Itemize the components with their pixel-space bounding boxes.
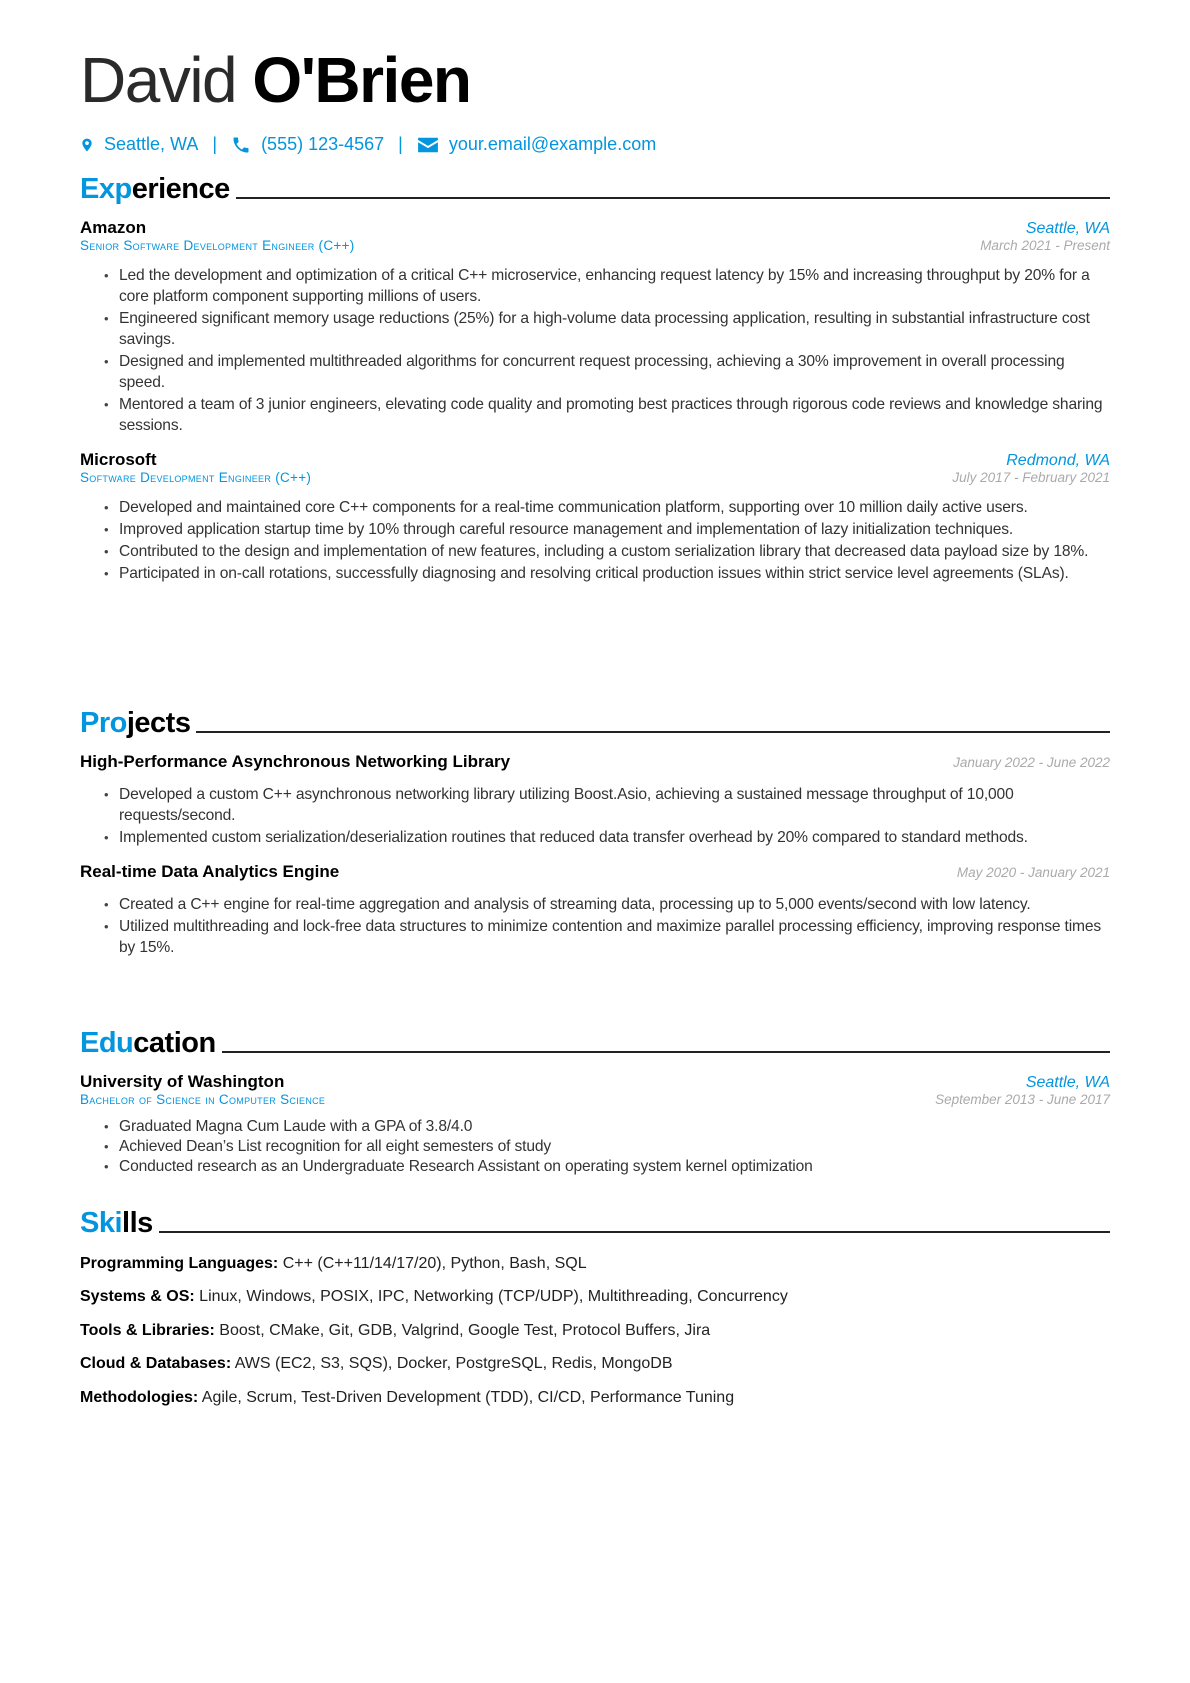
email-link[interactable]: your.email@example.com	[448, 134, 657, 154]
skill-label: Systems & OS:	[80, 1288, 195, 1305]
location-text: Seattle, WA	[104, 134, 199, 154]
skill-value: AWS (EC2, S3, SQS), Docker, PostgreSQL, Redis, MongoDB	[234, 1355, 673, 1372]
section-divider	[159, 1231, 1110, 1233]
skill-row	[80, 1354, 1110, 1374]
list-item: • Designed and implemented multithreaded algorithms for concurrent request processing, achieving a 30% improvement in overall processing speed.	[104, 351, 1110, 393]
list-item: • Utilized multithreading and lock-free data structures to minimize contention and maximize parallel processing efficiency, improving response times by 15%.	[104, 916, 1110, 958]
projects-section	[80, 704, 1110, 959]
skill-value: Boost, CMake, Git, GDB, Valgrind, Google Test, Protocol Buffers, Jira	[219, 1321, 711, 1339]
section-title: Skills	[80, 1207, 153, 1239]
skill-label: Methodologies:	[80, 1388, 199, 1406]
project-entry	[80, 862, 1110, 958]
contact-info	[80, 134, 656, 155]
skill-row	[80, 1321, 1110, 1341]
job-dates: July 2017 - February 2021	[952, 470, 1110, 485]
list-item: • Engineered significant memory usage reductions (25%) for a high-volume data processing application, resulting in substantial infrastructure cost savings.	[104, 308, 1110, 350]
list-item: • Mentored a team of 3 junior engineers, elevating code quality and promoting best practices through rigorous code reviews and knowledge sharing sessions.	[104, 394, 1110, 436]
skill-value: Linux, Windows, POSIX, IPC, Networking (TCP/UDP), Multithreading, Concurrency	[199, 1288, 788, 1305]
last-name: O'Brien	[252, 44, 471, 116]
section-divider	[236, 197, 1110, 199]
bullet-list	[104, 265, 1110, 436]
section-header	[80, 1204, 1110, 1240]
section-header	[80, 704, 1110, 740]
company-name: Amazon	[80, 218, 147, 237]
project-name: Real-time Data Analytics Engine	[80, 862, 340, 881]
first-name: David	[80, 44, 237, 116]
phone-link[interactable]: (555) 123-4567	[261, 134, 385, 154]
section-title: Experience	[80, 173, 230, 205]
bullet-list	[104, 497, 1110, 584]
skill-row	[80, 1287, 1110, 1307]
candidate-name	[80, 40, 471, 120]
experience-entry	[80, 450, 1110, 584]
school-location: Seattle, WA	[1025, 1074, 1110, 1091]
project-dates: January 2022 - June 2022	[953, 755, 1110, 770]
section-header	[80, 170, 1110, 206]
school-name: University of Washington	[80, 1072, 285, 1091]
project-name: High-Performance Asynchronous Networking Library	[80, 752, 511, 771]
list-item: • Achieved Dean’s List recognition for all eight semesters of study	[104, 1137, 1110, 1156]
separator: |	[212, 134, 218, 154]
list-item: • Implemented custom serialization/deserialization routines that reduced data transfer overhead by 20% compared to standard methods.	[104, 827, 1110, 848]
list-item: • Created a C++ engine for real-time aggregation and analysis of streaming data, processing up to 5,000 events/second with low latency.	[104, 894, 1110, 915]
list-item: • Improved application startup time by 10% through careful resource management and implementation of lazy initialization techniques.	[104, 519, 1110, 540]
list-item: • Graduated Magna Cum Laude with a GPA of 3.8/4.0	[104, 1117, 1110, 1136]
envelope-icon	[417, 136, 439, 154]
skills-section	[80, 1204, 1110, 1408]
job-location: Redmond, WA	[1006, 452, 1110, 469]
job-dates: March 2021 - Present	[980, 238, 1110, 253]
skill-row	[80, 1254, 1110, 1274]
project-dates: May 2020 - January 2021	[956, 865, 1110, 880]
list-item: • Developed a custom C++ asynchronous networking library utilizing Boost.Asio, achieving a sustained message throughput of 10,000 requests/second.	[104, 784, 1110, 826]
education-dates: September 2013 - June 2017	[935, 1092, 1110, 1107]
skill-row	[80, 1388, 1110, 1408]
job-location: Seattle, WA	[1025, 220, 1110, 237]
education-entry	[80, 1072, 1110, 1176]
bullet-list	[104, 784, 1110, 848]
bullet-list	[104, 1117, 1110, 1176]
separator: |	[398, 134, 403, 154]
project-entry	[80, 752, 1110, 848]
skill-value: C++ (C++11/14/17/20), Python, Bash, SQL	[282, 1254, 587, 1272]
map-pin-icon	[80, 135, 94, 155]
list-item: • Contributed to the design and implementation of new features, including a custom serialization library that decreased data payload size by 18%.	[104, 541, 1110, 562]
skill-label: Programming Languages:	[80, 1254, 279, 1272]
list-item: • Participated in on-call rotations, successfully diagnosing and resolving critical production issues within strict service level agreements (SLAs).	[104, 563, 1110, 584]
section-divider	[222, 1051, 1110, 1053]
skill-value: Agile, Scrum, Test-Driven Development (TDD), CI/CD, Performance Tuning	[201, 1388, 735, 1406]
list-item: • Conducted research as an Undergraduate Research Assistant on operating system kernel optimization	[104, 1157, 1110, 1176]
phone-icon	[231, 135, 251, 155]
job-title: Senior Software Development Engineer (C++)	[80, 238, 355, 253]
experience-entry	[80, 218, 1110, 436]
list-item: • Led the development and optimization of a critical C++ microservice, enhancing request latency by 15% and increasing throughput by 20% for a core platform component supporting millions of users.	[104, 265, 1110, 307]
degree: Bachelor of Science in Computer Science	[80, 1092, 326, 1107]
bullet-list	[104, 894, 1110, 958]
section-divider	[196, 731, 1110, 733]
section-title: Projects	[80, 707, 191, 739]
job-title: Software Development Engineer (C++)	[80, 470, 312, 485]
section-header	[80, 1024, 1110, 1060]
list-item: • Developed and maintained core C++ components for a real-time communication platform, supporting over 10 million daily active users.	[104, 497, 1110, 518]
company-name: Microsoft	[80, 450, 157, 469]
education-section	[80, 1024, 1110, 1177]
section-title: Education	[80, 1027, 216, 1059]
experience-section	[80, 170, 1110, 585]
skill-label: Cloud & Databases:	[80, 1355, 232, 1372]
skill-label: Tools & Libraries:	[80, 1321, 215, 1339]
